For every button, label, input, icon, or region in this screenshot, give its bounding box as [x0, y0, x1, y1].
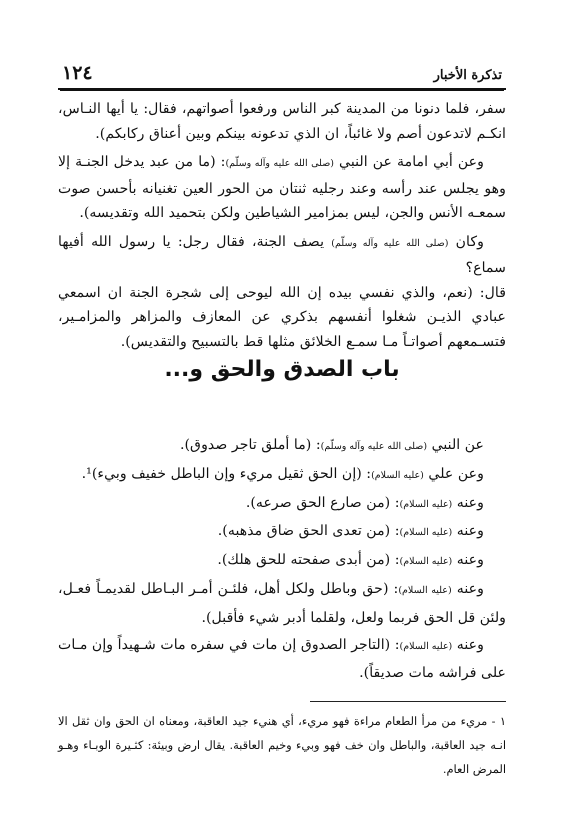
hadith-item — [58, 518, 506, 547]
hadith-list — [58, 432, 506, 687]
text-run: وعنه — [456, 494, 484, 511]
running-header — [58, 62, 506, 90]
footnote — [58, 709, 506, 781]
text-run: عن النبي — [431, 437, 484, 453]
text-run: وعنه — [456, 552, 484, 569]
book-title: تذكرة الأخبار — [433, 68, 502, 83]
honorific: (عليه السلام) — [398, 584, 452, 596]
hadith-item — [58, 576, 506, 632]
honorific: (صلى الله عليه وآله وسلّم) — [331, 237, 449, 249]
text-run: وعنه — [456, 523, 484, 540]
hadith-item — [58, 632, 506, 688]
honorific: (عليه السلام) — [399, 556, 453, 568]
footnote-divider — [310, 701, 506, 702]
paragraph — [58, 150, 506, 226]
text-run: : (ما أملق تاجر صدوق). — [180, 437, 321, 453]
honorific: (صلى الله عليه وآله وسلّم) — [320, 441, 428, 452]
honorific: (عليه السلام) — [399, 498, 453, 510]
hadith-item — [58, 432, 506, 461]
hadith-item — [58, 547, 506, 576]
text-run: وعن علي — [428, 465, 484, 482]
honorific: (عليه السلام) — [399, 640, 453, 652]
text-run: وكان — [455, 233, 484, 250]
paragraph: قال: (نعم، والذي نفسي بيده إن الله ليوحى إلى شجرة الجنة ان اسمعي عبادي الذيـن شغلوا أنفسهم بذكري عن المعازف والمزاهر والمزامـير، فتسـمعهم أصواتـاً مـا سمـع الخلائق مثلها قط بالتسبيح والتقديس). — [58, 284, 506, 350]
text-run: : (من تعدى الحق ضاق مذهبه). — [217, 523, 400, 540]
chapter-heading: باب الصدق والحق و... — [164, 357, 400, 382]
text-run: : (ما من عبد يدخل الجنـة إلا وهو يجلس عند رأسه وعند رجليه ثنتان من الحور العين تغنيانه بأحسن صوت سمعـه الأنس والجن، ليس بمزامير الشياطين ولكن بتحميد الله وتقديسه). — [58, 154, 506, 221]
text-run: : (من أبدى صفحته للحق هلك). — [217, 552, 400, 569]
hadith-item — [58, 461, 506, 490]
text-run: وعنه — [456, 636, 484, 653]
text-run: وعنه — [456, 580, 484, 597]
text-run: : (حق وباطل ولكل أهل، فلئـن أمـر البـاطل لقديمـاً فعـل، ولئن قل الحق فربما ولعل، ولقلما أدبر شيء فأقبل). — [58, 580, 506, 626]
text-run: وعن أبي امامة عن النبي — [339, 154, 484, 170]
text-run: يصف الجنة، فقال رجل: يا رسول الله أفيها سماع؟ — [58, 233, 506, 276]
text-run: : (من صارع الحق صرعه). — [245, 494, 400, 511]
hadith-item — [58, 490, 506, 519]
text-run: : (إن الحق ثقيل مريء وإن الباطل خفيف وبيء)¹. — [81, 465, 372, 482]
honorific: (صلى الله عليه وآله وسلّم) — [225, 158, 334, 169]
honorific: (عليه السلام) — [371, 469, 424, 481]
footnote-text: ١ - مريء من مرأ الطعام مراءة فهو مريء، أي هنيء جيد العاقبة، ومعناه ان الحق وان ثقل الا انـه جيد العاقبة، والباطل وان خف فهو وبيء وخيم العاقبة. يقال ارض وبيئة: كثـيرة الوبـاء وهـو المرض العام. — [58, 714, 506, 776]
continuation-text — [58, 97, 506, 354]
paragraph — [58, 230, 506, 281]
paragraph: سفر، فلما دنونا من المدينة كبر الناس ورفعوا أصواتهم، فقال: يا أيها النـاس، انكـم لاتدعون أصم ولا غائباً، ان الذي تدعونه بينكم وبين أعناق ركابكم). — [58, 101, 506, 142]
honorific: (عليه السلام) — [399, 527, 453, 539]
page-number: ١٢٤ — [62, 62, 93, 84]
text-run: : (التاجر الصدوق إن مات في سفره مات شـهيداً وإن مـات على فراشه مات صديقاً). — [57, 636, 506, 682]
